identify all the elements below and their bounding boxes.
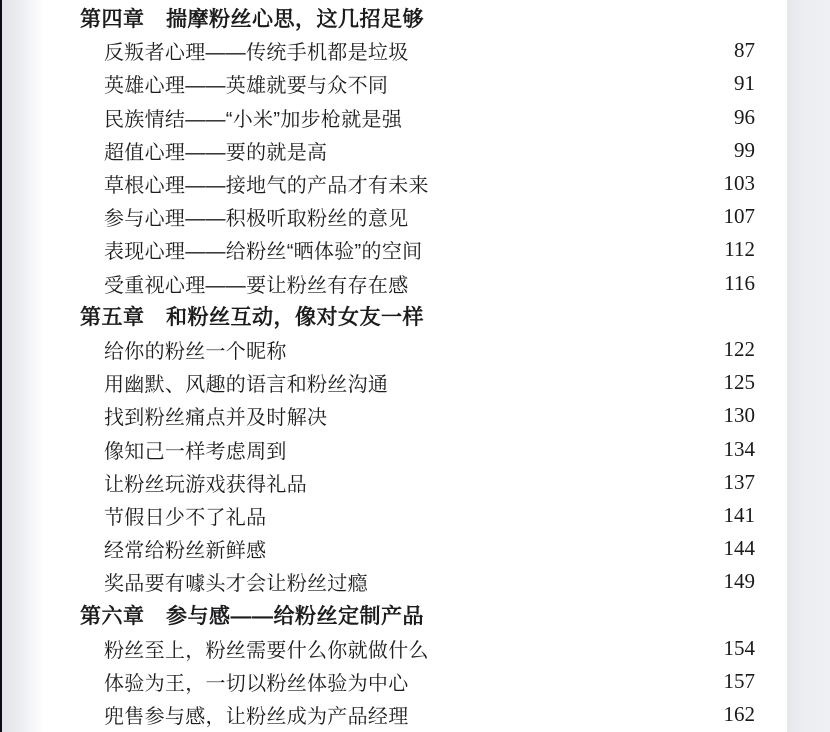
toc-entry-page-number: 125 [723, 370, 755, 395]
toc-entry-page-number: 112 [724, 237, 755, 262]
toc-entry [80, 333, 755, 366]
toc-entry-page-number: 99 [734, 137, 755, 162]
toc-entry [80, 632, 755, 665]
toc-entry-title: 给你的粉丝一个昵称 [104, 340, 287, 363]
page-inner-shadow [2, 0, 44, 732]
toc-entry [80, 432, 755, 465]
toc-entry-title: 像知己一样考虑周到 [104, 440, 287, 463]
chapter-heading: 第六章 参与感——给粉丝定制产品 [80, 604, 424, 628]
toc-entry-page-number: 149 [723, 569, 755, 594]
toc-entry-page-number: 130 [723, 403, 755, 428]
toc-entry-page-number: 122 [723, 336, 755, 361]
toc-entry-page-number: 116 [724, 270, 755, 295]
toc-entry-title: 体验为王，一切以粉丝体验为中心 [104, 672, 409, 695]
toc-entry [80, 134, 755, 167]
toc-entry [80, 233, 755, 266]
toc-entry-page-number: 137 [723, 469, 755, 494]
toc-entry-title: 粉丝至上，粉丝需要什么你就做什么 [104, 639, 429, 662]
toc-entry-page-number: 91 [734, 71, 755, 96]
toc-entry [80, 532, 755, 565]
chapter-heading: 第五章 和粉丝互动，像对女友一样 [80, 306, 424, 330]
toc-entry-title: 参与心理——积极听取粉丝的意见 [104, 208, 409, 231]
toc-entry [80, 67, 755, 100]
toc-entry [80, 101, 755, 134]
toc-entry-title: 反叛者心理——传统手机都是垃圾 [104, 42, 409, 65]
toc-entry-title: 节假日少不了礼品 [104, 506, 267, 529]
toc-entry-title: 让粉丝玩游戏获得礼品 [104, 473, 307, 496]
toc-entry-page-number: 134 [723, 436, 755, 461]
toc-entry-title: 民族情结——“小米”加步枪就是强 [104, 108, 403, 131]
toc-entry-page-number: 103 [723, 171, 755, 196]
toc-entry [80, 565, 755, 598]
toc-entry-title: 经常给粉丝新鲜感 [104, 540, 267, 563]
toc-entry [80, 200, 755, 233]
table-of-contents [80, 1, 755, 731]
toc-entry-title: 英雄心理——英雄就要与众不同 [104, 75, 389, 98]
toc-entry [80, 698, 755, 731]
toc-entry [80, 366, 755, 399]
toc-entry-page-number: 141 [723, 502, 755, 527]
toc-entry [80, 499, 755, 532]
toc-entry-title: 找到粉丝痛点并及时解决 [104, 407, 328, 430]
toc-entry [80, 34, 755, 67]
toc-entry-page-number: 96 [734, 104, 755, 129]
page-outer-margin [787, 0, 830, 732]
toc-entry-title: 受重视心理——要让粉丝有存在感 [104, 274, 409, 297]
toc-entry-page-number: 144 [723, 536, 755, 561]
toc-entry-page-number: 87 [734, 38, 755, 63]
toc-entry-page-number: 154 [723, 635, 755, 660]
toc-entry-page-number: 162 [723, 702, 755, 727]
toc-entry-title: 奖品要有噱头才会让粉丝过瘾 [104, 573, 368, 596]
toc-entry-title: 表现心理——给粉丝“晒体验”的空间 [104, 241, 423, 264]
toc-entry-title: 草根心理——接地气的产品才有未来 [104, 175, 429, 198]
toc-entry [80, 267, 755, 300]
toc-entry [80, 665, 755, 698]
toc-entry [80, 466, 755, 499]
toc-entry-title: 兜售参与感，让粉丝成为产品经理 [104, 706, 409, 729]
toc-entry [80, 167, 755, 200]
toc-entry-page-number: 107 [723, 204, 755, 229]
toc-entry-title: 超值心理——要的就是高 [104, 141, 328, 164]
toc-entry-page-number: 157 [723, 668, 755, 693]
chapter-heading: 第四章 揣摩粉丝心思，这几招足够 [80, 7, 424, 31]
toc-entry [80, 399, 755, 432]
toc-entry-title: 用幽默、风趣的语言和粉丝沟通 [104, 374, 389, 397]
